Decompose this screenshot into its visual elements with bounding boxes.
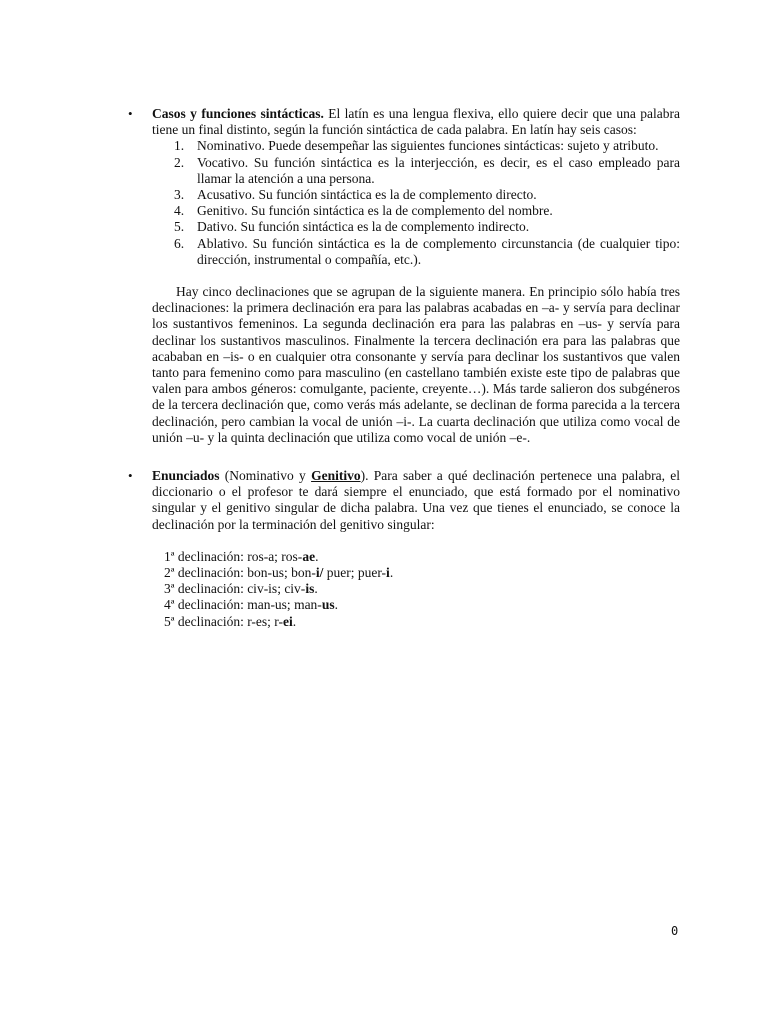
- declension-suffix: .: [334, 597, 338, 613]
- list-item: [152, 138, 680, 154]
- genitivo-term: Genitivo: [311, 468, 361, 484]
- declension-prefix: 3ª declinación: civ-is; civ-: [164, 581, 306, 597]
- declension-prefix: 4ª declinación: man-us; man-: [164, 597, 322, 613]
- list-item: [164, 549, 680, 565]
- section-text-a: (Nominativo y: [219, 468, 312, 484]
- list-item: [152, 155, 680, 187]
- section-title-enunciados: Enunciados: [152, 468, 220, 484]
- declension-ending: ae: [302, 548, 316, 564]
- list-item: [152, 187, 680, 203]
- list-item-text: Vocativo. Su función sintáctica es la interjección, es decir, es el caso empleado para llamar la atención a una persona.: [197, 154, 680, 186]
- list-item: [164, 565, 680, 581]
- list-number: 4.: [174, 203, 185, 219]
- declension-ending: ei: [283, 613, 293, 629]
- declension-prefix: 5ª declinación: r-es; r-: [164, 613, 284, 629]
- list-item: [164, 581, 680, 597]
- declension-suffix: .: [315, 548, 319, 564]
- declension-ending: i: [386, 565, 390, 581]
- declension-suffix: .: [314, 581, 318, 597]
- document-body: [128, 106, 680, 630]
- list-item-text: Ablativo. Su función sintáctica es la de complemento circunstancia (de cualquier tipo: dirección, instrumental o compañía, etc.).: [197, 235, 680, 267]
- list-item-text: Acusativo. Su función sintáctica es la de complemento directo.: [197, 187, 537, 203]
- declension-suffix: .: [292, 613, 297, 629]
- declension-paragraph: Hay cinco declinaciones que se agrupan de la siguiente manera. En principio sólo había tres declinaciones: la primera declinación era para las palabras acabadas en –a- y servía para declinar los sustantivos femeninos. La segunda declinación era para las palabras en –us- y servía para declinar los sustantivos masculinos. Finalmente la tercera declinación era para las palabras que acababan en –is- o en cualquier otra consonante y servía para declinar los sustantivos que valen tanto para femenino como para masculino (en castellano también existe este tipo de palabras que valen para ambos géneros: comulgante, paciente, creyente…). Más tarde salieron dos subgéneros de la tercera declinación que, como verás más adelante, se declinan de forma parecida a la tercera declinación, pero cambian la vocal de unión –i-. La cuarta declinación que utiliza como vocal de unión –u- y la quinta declinación que utiliza como vocal de unión –e-.: [152, 284, 680, 445]
- list-item: [164, 597, 680, 613]
- declension-ending: i/: [315, 565, 324, 581]
- list-item: [152, 219, 680, 235]
- declension-list: [152, 549, 680, 630]
- bullet-icon: •: [128, 468, 133, 484]
- list-item-text: Nominativo. Puede desempeñar las siguientes funciones sintácticas: sujeto y atributo.: [197, 138, 659, 154]
- list-item: [152, 236, 680, 268]
- section-casos: [128, 106, 680, 268]
- declension-ending: us: [321, 597, 335, 613]
- list-number: 1.: [174, 138, 185, 154]
- declension-suffix: .: [389, 565, 394, 581]
- declension-middle: puer; puer-: [323, 565, 387, 581]
- list-number: 2.: [174, 154, 185, 170]
- list-item-text: Genitivo. Su función sintáctica es la de complemento del nombre.: [197, 203, 553, 219]
- list-item: [164, 614, 680, 630]
- section-enunciados: [128, 468, 680, 533]
- page-number: 0: [671, 924, 679, 938]
- section-intro-casos: El latín es una lengua flexiva, ello quiere decir que una palabra tiene un final distinto, según la función sintáctica de cada palabra. En latín hay seis casos:: [152, 106, 680, 138]
- declension-prefix: 2ª declinación: bon-us; bon-: [164, 565, 316, 581]
- cases-list: [152, 138, 680, 268]
- list-number: 5.: [174, 219, 185, 235]
- declension-ending: is: [305, 581, 315, 597]
- list-number: 3.: [174, 187, 185, 203]
- declension-prefix: 1ª declinación: ros-a; ros-: [164, 548, 303, 564]
- section-title-casos: Casos y funciones sintácticas.: [152, 106, 324, 121]
- section-text-b: ). Para saber a qué declinación pertenece una palabra, el diccionario o el profesor te dará siempre el enunciado, que está formado por el nominativo singular y el genitivo singular de dicha palabra. Una vez que tienes el enunciado, se conoce la declinación por la terminación del genitivo singular:: [152, 468, 680, 532]
- list-item-text: Dativo. Su función sintáctica es la de complemento indirecto.: [197, 219, 530, 235]
- list-number: 6.: [174, 235, 185, 251]
- bullet-icon: •: [128, 106, 133, 121]
- list-item: [152, 203, 680, 219]
